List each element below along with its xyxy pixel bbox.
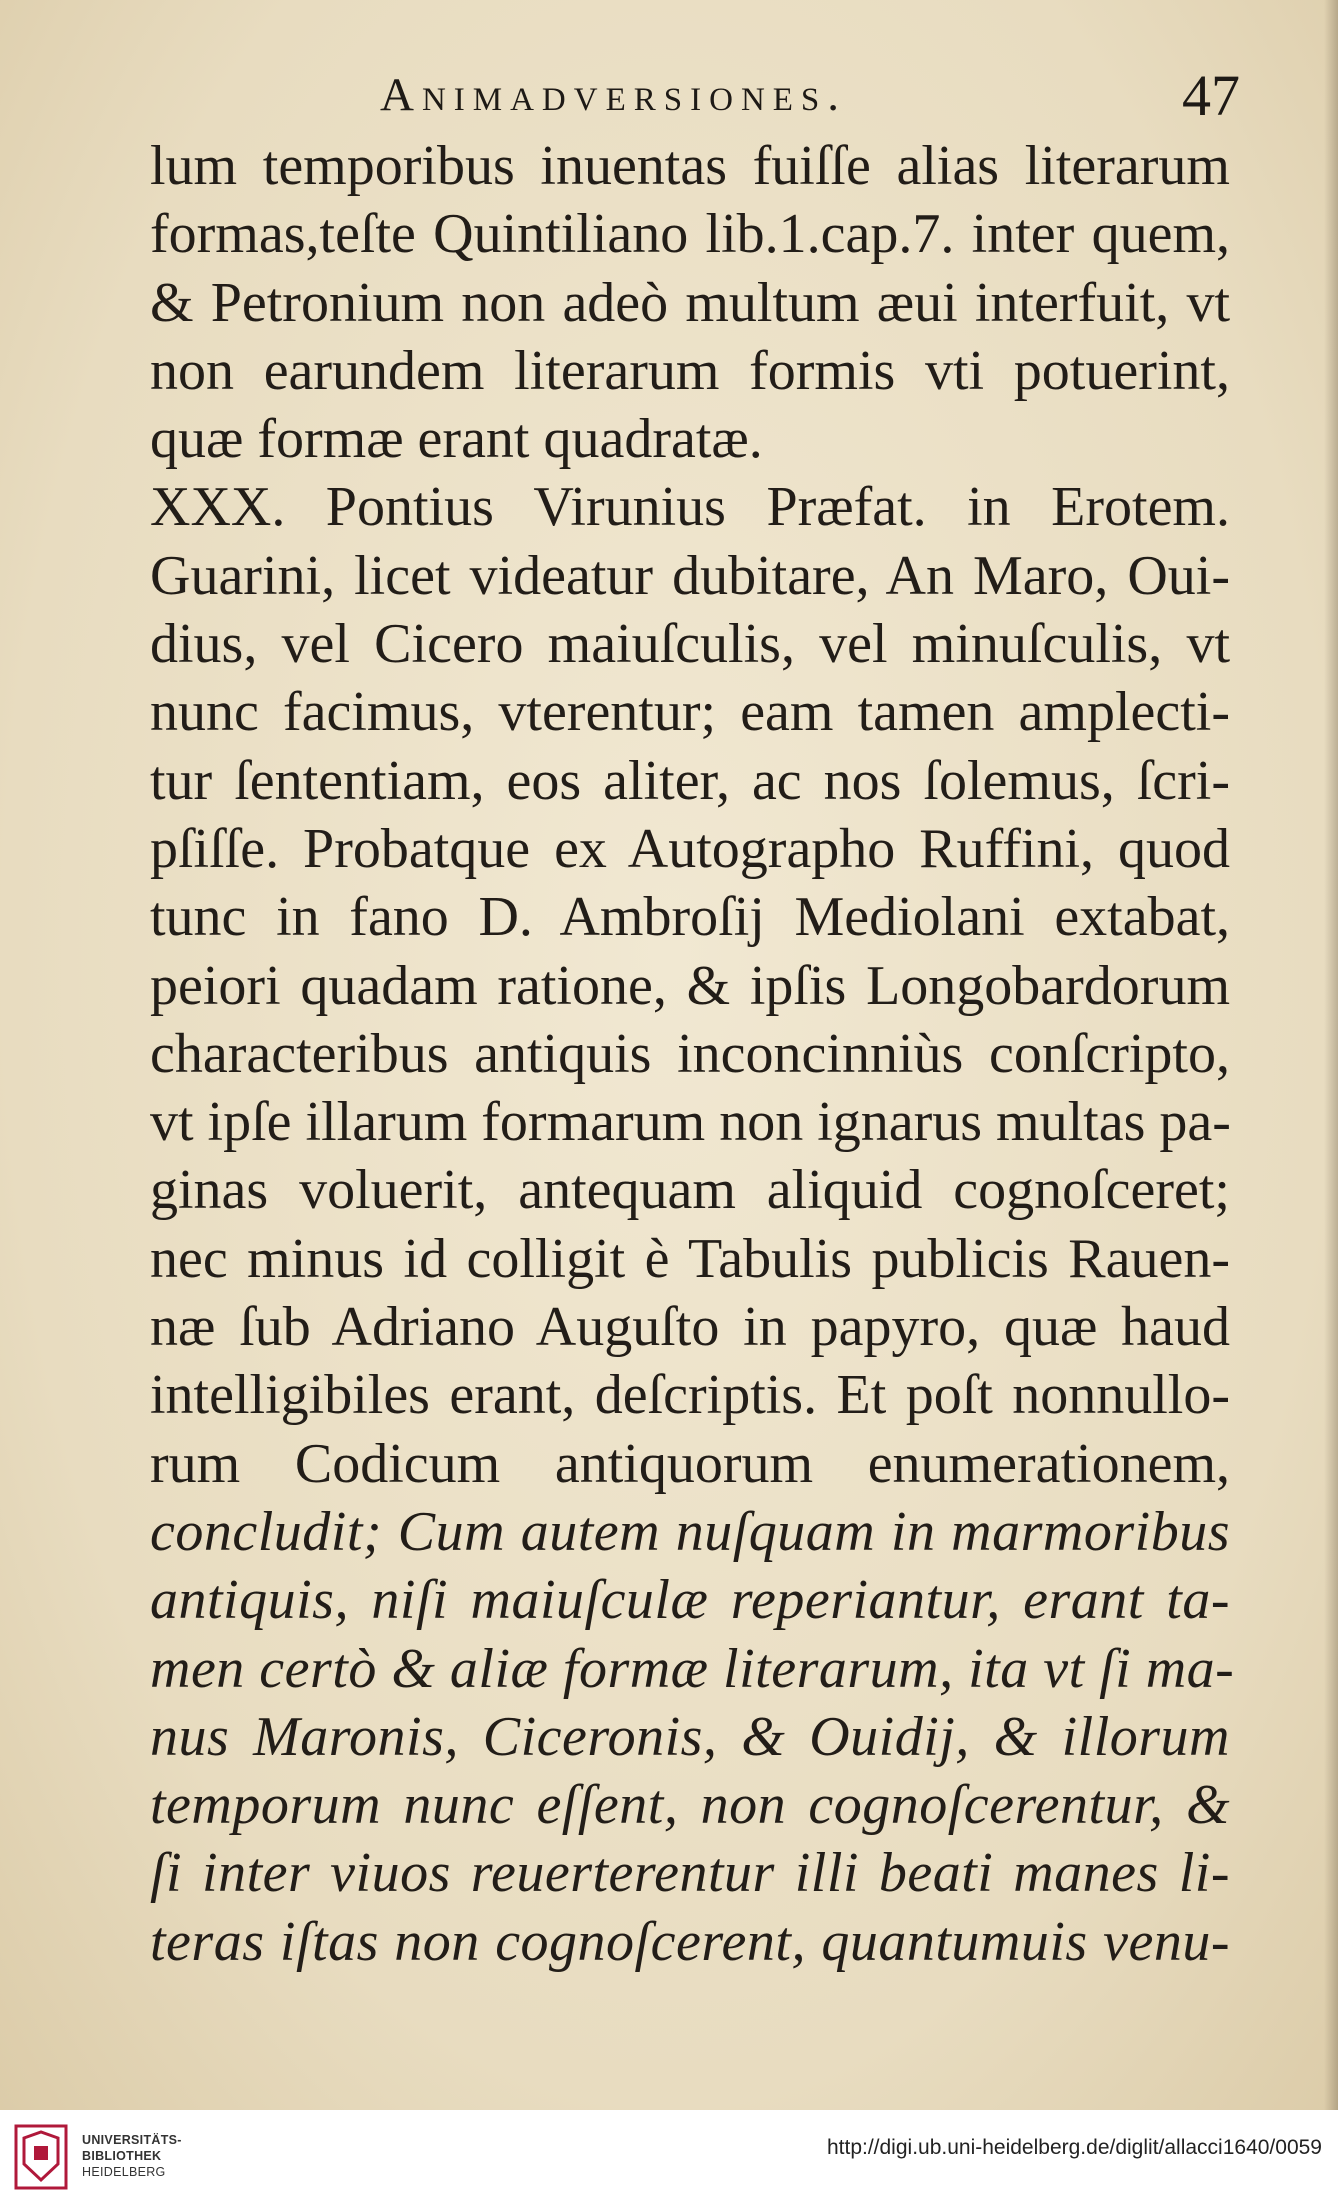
running-head-title: Animadversiones. [380, 69, 848, 121]
institution-line-3: HEIDELBERG [82, 2165, 166, 2179]
institution-line-2: BIBLIOTHEK [82, 2149, 162, 2163]
text-line: næ ſub Adriano Auguſto in papyro, quæ haud [150, 1296, 1230, 1359]
text-line: quæ formæ erant quadratæ. [150, 408, 763, 471]
footer-bar [0, 2110, 1338, 2207]
text-line: & Petronium non adeò multum æui interfuit, vt [150, 271, 1230, 334]
text-line: men certò & aliæ formæ literarum, ita vt ſi ma- [150, 1637, 1235, 1700]
text-line: peiori quadam ratione, & ipſis Longobardorum [150, 954, 1230, 1017]
text-line: non earundem literarum formis vti potuerint, [150, 339, 1230, 402]
text-line: temporum nunc eſſent, non cognoſcerentur, & [150, 1774, 1230, 1837]
text-line: tunc in fano D. Ambroſij Mediolani extabat, [150, 886, 1230, 949]
university-library-logo-icon [14, 2124, 68, 2190]
text-line: formas,teſte Quintiliano lib.1.cap.7. inter quem, [150, 203, 1230, 266]
institution-name [82, 2132, 182, 2180]
text-line: teras iſtas non cognoſcerent, quantumuis venu- [150, 1910, 1230, 1973]
text-line: pſiſſe. Probatque ex Autographo Ruffini, quod [150, 817, 1230, 880]
text-line: rum Codicum antiquorum enumerationem, [150, 1432, 1230, 1495]
text-line: lum temporibus inuentas fuiſſe alias literarum [150, 135, 1230, 197]
institution-line-1: UNIVERSITÄTS- [82, 2133, 182, 2147]
text-line: characteribus antiquis inconcinniùs conſcripto, [150, 1022, 1230, 1085]
body-text [150, 132, 1235, 1976]
text-line: dius, vel Cicero maiuſculis, vel minuſculis, vt [150, 613, 1230, 676]
text-line: concludit; Cum autem nuſquam in marmoribus [150, 1500, 1230, 1563]
text-line: vt ipſe illarum formarum non ignarus multas pa- [150, 1091, 1231, 1154]
text-line: Guarini, licet videatur dubitare, An Maro, Oui- [150, 544, 1230, 607]
text-line: nunc facimus, vterentur; eam tamen amplecti- [150, 681, 1230, 744]
text-line: intelligibiles erant, deſcriptis. Et poſt nonnullo- [150, 1364, 1230, 1427]
page-number: 47 [1182, 63, 1240, 128]
text-line: XXX. Pontius Virunius Præfat. in Erotem. [150, 476, 1230, 539]
source-url-link[interactable]: http://digi.ub.uni-heidelberg.de/diglit/allacci1640/0059 [826, 2136, 1322, 2159]
text-line: ſi inter viuos reuerterentur illi beati manes li- [150, 1842, 1230, 1905]
text-line: tur ſententiam, eos aliter, ac nos ſolemus, ſcri- [150, 749, 1230, 812]
text-line: nus Maronis, Ciceronis, & Ouidij, & illorum [150, 1705, 1230, 1768]
running-head [150, 62, 1240, 132]
text-line: antiquis, niſi maiuſculæ reperiantur, erant ta- [150, 1569, 1230, 1632]
text-line: ginas voluerit, antequam aliquid cognoſceret; [150, 1159, 1230, 1222]
text-line: nec minus id colligit è Tabulis publicis Rauen- [150, 1227, 1230, 1290]
